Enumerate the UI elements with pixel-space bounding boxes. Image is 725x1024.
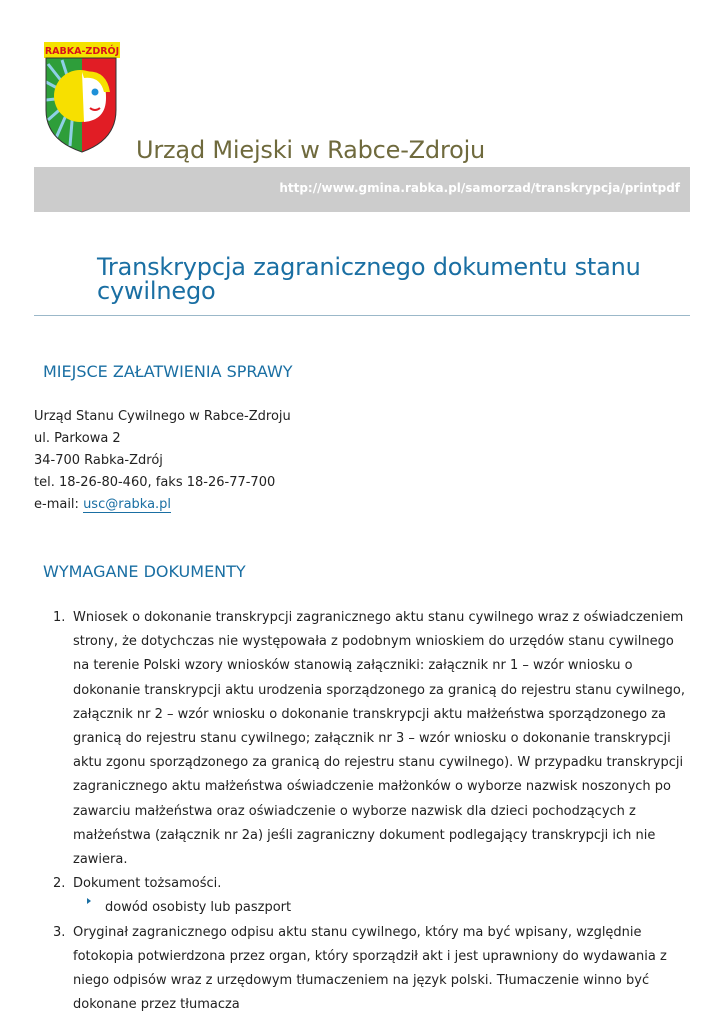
list-item-text: Wniosek o dokonanie transkrypcji zagranicznego aktu stanu cywilnego wraz z oświadczeniem strony, że dotychczas nie występowała z podobnym wnioskiem do urzędów stanu cywilnego na terenie Polski wzory wniosków stanowią załączniki: załącznik nr 1 – wzór wniosku o dokonanie transkrypcji aktu urodzenia sporządzonego za granicą do rejestru stanu cywilnego, załącznik nr 2 – wzór wniosku o dokonanie transkrypcji aktu małżeństwa sporządzonego za granicą do rejestru stanu cywilnego; załącznik nr 3 – wzór wniosku o dokonanie transkrypcji aktu zgonu sporządzonego za granicą do rejestru stanu cywilnego). W przypadku transkrypcji zagranicznego aktu małżeństwa oświadczenie małżonków o wyborze nazwisk noszonych po zawarciu małżeństwa oraz oświadczenie o wyborze nazwisk dla dzieci pochodzących z małżeństwa (załącznik nr 2a) jeśli zagraniczny dokument podlegający transkrypcji ich nie zawiera. [73,610,686,868]
list-item-number: 1. [53,610,66,625]
list-item [40,921,690,1018]
email-line [34,494,291,516]
address-line: Urząd Stanu Cywilnego w Rabce-Zdroju [34,409,291,424]
list-item-text: Dokument tożsamości. [73,876,222,892]
section-heading-documents: WYMAGANE DOKUMENTY [43,562,246,581]
bullet-arrow-icon [87,898,91,904]
page-title: Transkrypcja zagranicznego dokumentu stanu cywilnego [97,253,641,305]
required-documents-list [40,606,690,1017]
sub-list-item-text: dowód osobisty lub paszport [105,900,292,916]
logo-lettering: RABKA-ZDRÓJ [44,46,120,57]
address-line: tel. 18-26-80-460, faks 18-26-77-700 [34,475,276,490]
list-item [40,872,690,920]
office-address [34,406,291,516]
url-bar [34,167,690,212]
sub-list [73,896,690,920]
list-item-number: 2. [53,876,66,892]
list-item-text: Oryginał zagranicznego odpisu aktu stanu cywilnego, który ma być wpisany, względnie fotokopia potwierdzona przez organ, który sporządził akt i jest uprawniony do wydawania z niego odpisów wraz z urzędowym tłumaczeniem na język polski. Tłumaczenie winno być dokonane przez tłumacza [73,924,667,1013]
section-heading-place: MIEJSCE ZAŁATWIENIA SPRAWY [43,362,293,381]
title-divider [34,315,690,316]
address-line: ul. Parkowa 2 [34,431,121,446]
rabka-zdroj-logo [44,42,120,154]
page-url[interactable]: http://www.gmina.rabka.pl/samorzad/transkrypcja/printpdf [279,181,680,195]
email-link[interactable]: usc@rabka.pl [83,497,172,512]
address-line: 34-700 Rabka-Zdrój [34,453,163,468]
sub-list-item [73,896,690,920]
list-item [40,606,690,872]
list-item-number: 3. [53,924,66,940]
email-label: e-mail: [34,497,84,512]
site-title: Urząd Miejski w Rabce-Zdroju [136,136,486,164]
